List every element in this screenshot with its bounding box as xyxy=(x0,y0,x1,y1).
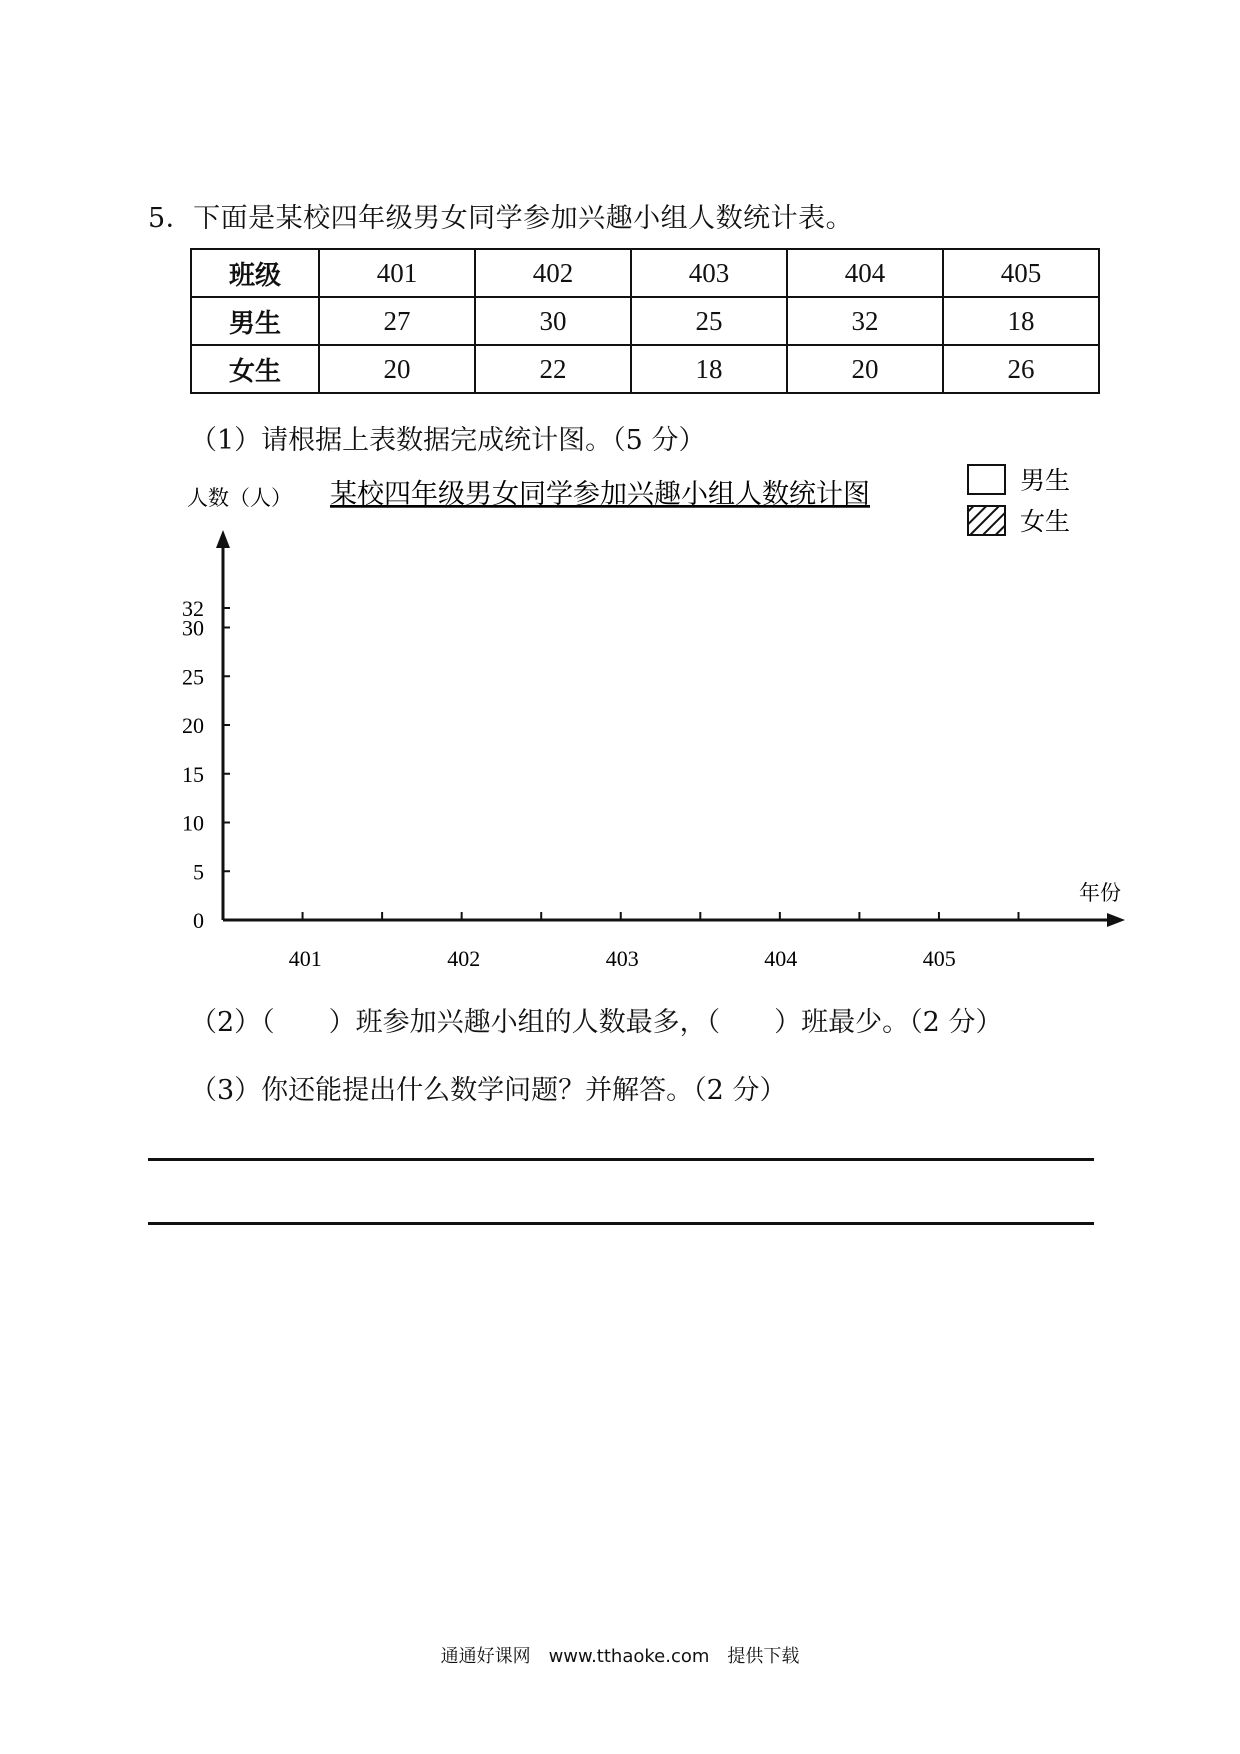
chart-title: 某校四年级男女同学参加兴趣小组人数统计图 xyxy=(330,479,870,510)
row-header-girls: 女生 xyxy=(191,345,319,393)
table-cell: 20 xyxy=(787,345,943,393)
legend-label-girls: 女生 xyxy=(1020,507,1071,536)
part1-instruction: （1）请根据上表数据完成统计图。（5 分） xyxy=(190,425,706,456)
table-cell: 18 xyxy=(943,297,1099,345)
table-row-boys xyxy=(191,297,1099,345)
y-tick-label: 20 xyxy=(182,713,204,738)
x-axis-arrow-icon xyxy=(1107,913,1125,927)
part3-question: （3）你还能提出什么数学问题？并解答。（2 分） xyxy=(190,1075,787,1106)
question-title: 5．下面是某校四年级男女同学参加兴趣小组人数统计表。 xyxy=(148,203,854,234)
chart xyxy=(0,460,1240,980)
x-tick-label: 402 xyxy=(447,946,481,971)
table-row-class xyxy=(191,249,1099,297)
x-axis-label: 年份 xyxy=(1079,881,1121,905)
x-tick-label: 403 xyxy=(605,946,639,971)
table-cell: 401 xyxy=(319,249,475,297)
table-cell: 20 xyxy=(319,345,475,393)
x-tick-label: 404 xyxy=(764,946,798,971)
answer-line xyxy=(148,1222,1094,1225)
y-axis-label: 人数（人） xyxy=(187,486,292,510)
table-cell: 26 xyxy=(943,345,1099,393)
table-cell: 402 xyxy=(475,249,631,297)
legend-swatch-girls xyxy=(968,506,1005,535)
legend xyxy=(968,465,1070,536)
y-tick-label: 10 xyxy=(182,810,204,836)
y-tick-label: 15 xyxy=(182,761,204,787)
table-cell: 403 xyxy=(631,249,787,297)
table-cell: 22 xyxy=(475,345,631,393)
legend-label-boys: 男生 xyxy=(1020,466,1071,495)
row-header-class: 班级 xyxy=(191,249,319,297)
table-cell: 30 xyxy=(475,297,631,345)
table-cell: 27 xyxy=(319,297,475,345)
y-tick-label: 0 xyxy=(193,908,204,933)
table-cell: 18 xyxy=(631,345,787,393)
table-cell: 404 xyxy=(787,249,943,297)
y-tick-label: 5 xyxy=(193,859,204,885)
row-header-boys: 男生 xyxy=(191,297,319,345)
x-tick-label: 405 xyxy=(922,946,956,971)
y-axis-arrow-icon xyxy=(216,530,230,548)
stats-table xyxy=(190,248,1100,394)
y-tick-label: 25 xyxy=(182,664,204,690)
x-tick-label: 401 xyxy=(288,946,322,971)
answer-line xyxy=(148,1158,1094,1161)
table-cell: 25 xyxy=(631,297,787,345)
part2-question: （2）（ ）班参加兴趣小组的人数最多，（ ）班最少。（2 分） xyxy=(190,1007,1003,1038)
y-tick-label: 30 xyxy=(182,615,204,641)
footer: 通通好课网 www.tthaoke.com 提供下载 xyxy=(440,1646,800,1667)
y-tick-label: 32 xyxy=(182,596,204,621)
legend-swatch-boys xyxy=(968,465,1005,494)
table-row-girls xyxy=(191,345,1099,393)
table-cell: 32 xyxy=(787,297,943,345)
table-cell: 405 xyxy=(943,249,1099,297)
